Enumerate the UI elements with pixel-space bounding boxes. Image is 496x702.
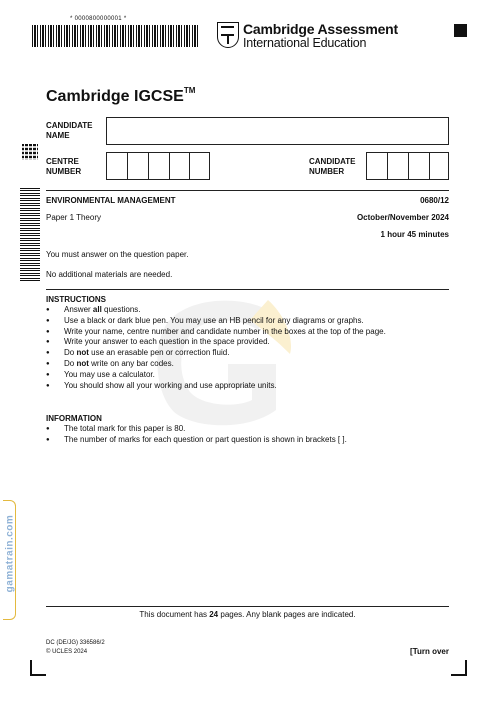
materials-note: No additional materials are needed.: [46, 270, 173, 279]
instructions-heading: INSTRUCTIONS: [46, 295, 106, 304]
side-watermark: [0, 500, 20, 618]
instruction-item: ● Answer all questions.: [46, 305, 386, 316]
paper-code: 0680/12: [420, 196, 449, 205]
instruction-item: ● Use a black or dark blue pen. You may use an HB pencil for any diagrams or graphs.: [46, 316, 386, 327]
cambridge-crest-icon: [217, 22, 239, 48]
turn-over: [Turn over: [410, 647, 449, 656]
candidate-name-field[interactable]: [106, 117, 449, 145]
crop-mark: [451, 674, 467, 676]
divider: [46, 606, 449, 607]
instruction-item: ● Do not write on any bar codes.: [46, 359, 386, 370]
information-list: [46, 424, 347, 446]
instruction-item: ● You may use a calculator.: [46, 370, 386, 381]
centre-number-field[interactable]: [106, 152, 210, 180]
exam-duration: 1 hour 45 minutes: [380, 230, 449, 239]
candidate-number-label: CANDIDATE NUMBER: [309, 157, 356, 176]
instructions-list: [46, 305, 386, 391]
instruction-item: ● You should show all your working and use appropriate units.: [46, 381, 386, 392]
divider: [46, 190, 449, 191]
registration-mark: [454, 24, 467, 37]
answer-note: You must answer on the question paper.: [46, 250, 189, 259]
centre-number-label: CENTRE NUMBER: [46, 157, 82, 176]
subject-title: ENVIRONMENTAL MANAGEMENT: [46, 196, 176, 205]
logo-text-line2: International Education: [243, 36, 367, 50]
barcode-number: * 0000800000001 *: [70, 16, 127, 22]
side-watermark-text: gamatrain.com: [4, 514, 16, 593]
instruction-item: ● Write your answer to each question in the space provided.: [46, 337, 386, 348]
instruction-item: ● Write your name, centre number and candidate number in the boxes at the top of the page.: [46, 327, 386, 338]
vertical-barcode: [20, 186, 40, 281]
information-item: ● The number of marks for each question or part question is shown in brackets [ ].: [46, 435, 347, 446]
candidate-number-field[interactable]: [366, 152, 449, 180]
page-title: Cambridge IGCSE™: [46, 86, 196, 105]
barcode: [32, 25, 200, 47]
information-item: ● The total mark for this paper is 80.: [46, 424, 347, 435]
instruction-item: ● Do not use an erasable pen or correction fluid.: [46, 348, 386, 359]
exam-session: October/November 2024: [356, 213, 449, 222]
logo-text-line1: Cambridge Assessment: [243, 21, 398, 37]
crop-mark: [30, 674, 46, 676]
information-heading: INFORMATION: [46, 414, 102, 423]
qr-code: [22, 144, 38, 160]
copyright: © UCLES 2024: [46, 649, 88, 655]
page-count-note: This document has 24 pages. Any blank pages are indicated.: [139, 610, 356, 619]
divider: [46, 289, 449, 290]
document-ref: DC (DE/JG) 336586/2: [46, 640, 105, 646]
candidate-name-label: CANDIDATE NAME: [46, 121, 93, 140]
paper-name: Paper 1 Theory: [46, 213, 101, 222]
